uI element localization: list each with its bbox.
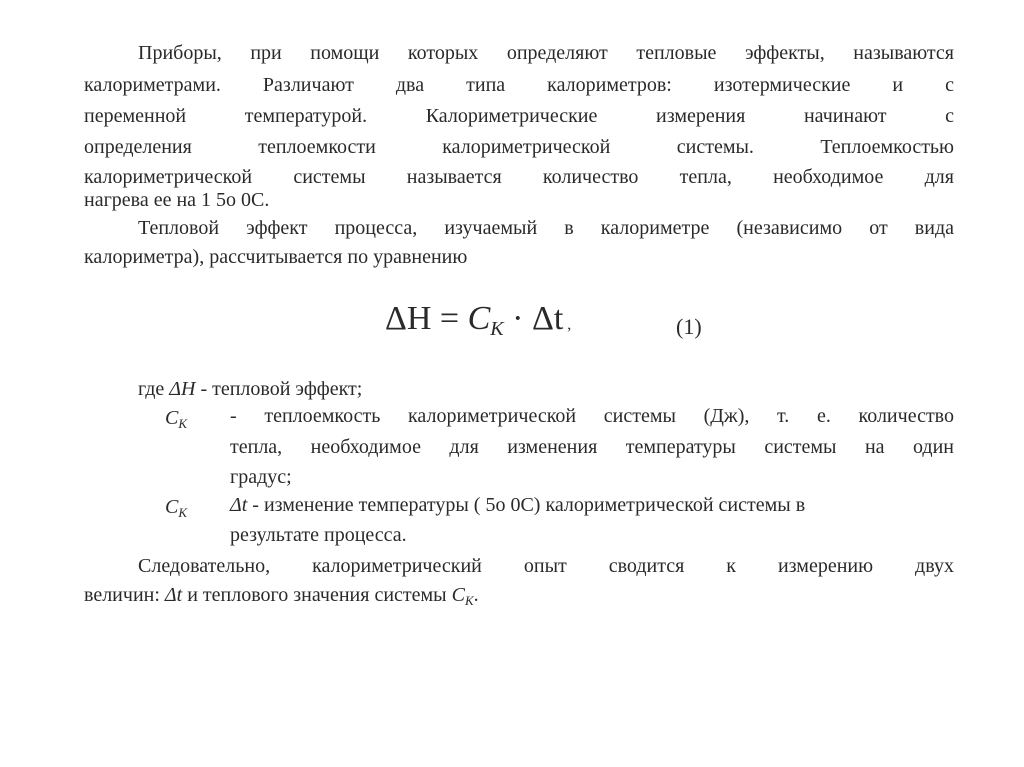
ck-text-line1: - теплоемкость калориметрической системы (Дж), т. е. количество [230,405,954,427]
ck-text-line2: тепла, необходимое для изменения температуры системы на один [230,436,954,458]
conclusion-values-label: величин: [84,584,160,606]
ck2-symbol [165,494,187,526]
where-label: где [138,378,165,400]
paragraph1-line2: калориметрами. Различают два типа калориметров: изотермические и с [84,74,954,96]
dh-symbol: ΔH [169,378,196,400]
formula-lhs: ΔH [385,300,432,337]
paragraph2-line2: калориметра), рассчитывается по уравнению [84,246,468,268]
ck-symbol [165,405,187,437]
conclusion-text: и теплового значения системы [187,584,447,606]
ck-symbol-letter: C [165,407,179,429]
dt-symbol: Δt [230,494,248,516]
formula-equals: = [431,300,468,337]
conclusion-line2 [84,582,479,614]
equation-1 [385,298,571,350]
formula-dot: · [503,300,532,337]
paragraph1-line3: переменной температурой. Калориметрические измерения начинают с [84,105,954,127]
formula-c: C [467,300,491,337]
conclusion-c-sub: K [464,593,474,608]
ck-symbol-sub: K [178,416,188,431]
ck-text-line3: градус; [230,466,292,488]
conclusion-dt: Δt [164,584,183,606]
conclusion-end: . [473,584,479,606]
definition-dh [138,376,362,402]
conclusion-c: C [451,584,465,606]
paragraph1-line4: определения теплоемкости калориметрической системы. Теплоемкостью [84,136,954,158]
dt-text-line1: - изменение температуры ( 5o 0C) калориметрической системы в [252,494,806,516]
paragraph1-line5: калориметрической системы называется количество тепла, необходимое для [84,166,954,188]
paragraph1-line1: Приборы, при помощи которых определяют тепловые эффекты, называются [138,42,954,64]
ck2-symbol-sub: K [178,505,188,520]
dt-text-line2: результате процесса. [230,524,407,546]
formula-comma: , [567,316,572,333]
dt-definition-line1 [230,492,954,518]
formula-c-sub: K [490,318,504,340]
ck2-symbol-letter: C [165,496,179,518]
paragraph1-line6: нагрева ее на 1 5o 0C. [84,189,270,211]
conclusion-line1: Следовательно, калориметрический опыт сводится к измерению двух [138,555,954,577]
dh-text: - тепловой эффект; [200,378,363,400]
paragraph2-line1: Тепловой эффект процесса, изучаемый в калориметре (независимо от вида [138,217,954,239]
formula-dt: Δt [531,300,564,337]
equation-number: (1) [676,314,702,339]
